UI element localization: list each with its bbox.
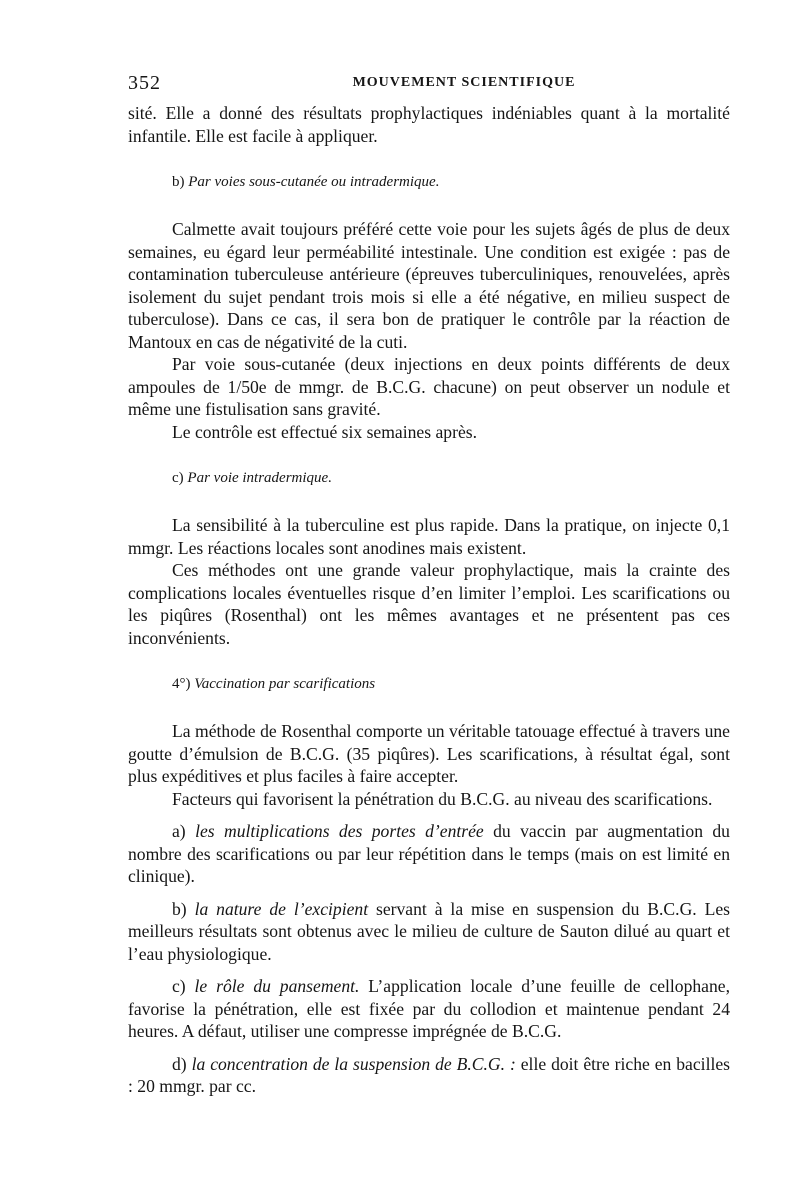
subheading-4-marker: 4°): [172, 676, 195, 692]
page-number: 352: [128, 72, 161, 94]
list-item-b-text: servant à la mise en suspension du B.C.G. Les meilleurs résultats sont obtenus avec le milieu de culture de Sauton dilué au quart et l’eau physiologique.: [128, 898, 730, 964]
paragraph-sensibilite: La sensibilité à la tuberculine est plus rapide. Dans la pratique, on injecte 0,1 mmgr. Les réactions locales sont anodines mais existent.: [128, 515, 730, 558]
paragraph-continuation: sité. Elle a donné des résultats prophylactiques indéniables quant à la mortalité infantile. Elle est facile à appliquer.: [128, 103, 730, 146]
subheading-b-marker: b): [172, 174, 189, 190]
paragraph-calmette: Calmette avait toujours préféré cette voie pour les sujets âgés de plus de deux semaines, eu égard leur perméabilité intestinale. Une condition est exigée : pas de contamination tuberculeuse antérieure (épreuves tuberculiniques, renouvelées, après isolement du sujet pendant trois mois si elle a été négative, en milieu suspect de tuberculose). Dans ce cas, il sera bon de pratiquer le contrôle par la réaction de Mantoux en cas de négativité de la cuti.: [128, 219, 730, 352]
list-item-c: [128, 975, 730, 1043]
list-item-a-text: du vaccin par augmentation du nombre des scarifications ou par leur répétition dans le temps (mais on est limité en clinique).: [128, 821, 730, 886]
list-item-d: [128, 1053, 730, 1098]
paragraph-rosenthal: La méthode de Rosenthal comporte un véritable tatouage effectué à travers une goutte d’émulsion de B.C.G. (35 piqûres). Les scarifications, à résultat égal, sont plus expéditives et plus faciles à faire accepter.: [128, 721, 730, 786]
subheading-b: [128, 171, 730, 193]
list-item-b: [128, 898, 730, 966]
subheading-4-title: Vaccination par scarifications: [194, 676, 376, 692]
paragraph-controle: Le contrôle est effectué six semaines après.: [172, 421, 477, 442]
paragraph-facteurs: Facteurs qui favorisent la pénétration du B.C.G. au niveau des scarifications.: [172, 788, 713, 809]
list-item-a-title: les multiplications des portes d’entrée: [195, 821, 484, 841]
list-item-c-text: L’application locale d’une feuille de cellophane, favorise la pénétration, elle est fixée par du collodion et maintenue pendant 24 heures. A défaut, utiliser une compresse imprégnée de B.C.G.: [128, 976, 730, 1041]
subheading-c-marker: c): [172, 470, 188, 486]
subheading-b-title: Par voies sous-cutanée ou intradermique.: [188, 174, 440, 190]
list-item-a: [128, 820, 730, 888]
list-item-a-marker: a): [172, 821, 196, 841]
list-item-c-marker: c): [172, 976, 195, 996]
list-item-b-title: la nature de l’excipient: [194, 898, 369, 919]
subheading-4: [128, 673, 730, 695]
list-item-d-title: la concentration de la suspension de B.C.G. :: [191, 1053, 516, 1074]
list-item-b-marker: b): [172, 898, 195, 919]
subheading-c: [128, 467, 730, 489]
paragraph-sous-cutanee: Par voie sous-cutanée (deux injections en deux points différents de deux ampoules de 1/50e de mmgr. de B.C.G. chacune) on peut observer un nodule et même une fistulisation sans gravité.: [128, 354, 730, 419]
page-header: [128, 72, 730, 96]
list-item-c-title: le rôle du pansement.: [194, 976, 360, 996]
subheading-c-title: Par voie intradermique.: [187, 470, 332, 486]
list-item-d-text: elle doit être riche en bacilles : 20 mmgr. par cc.: [128, 1053, 730, 1096]
list-item-d-marker: d): [172, 1053, 192, 1074]
running-head: MOUVEMENT SCIENTIFIQUE: [352, 75, 576, 90]
paragraph-methodes: Ces méthodes ont une grande valeur prophylactique, mais la crainte des complications locales éventuelles risque d’en limiter l’emploi. Les scarifications ou les piqûres (Rosenthal) ont les mêmes avantages et ne présentent pas ces inconvénients.: [128, 560, 730, 648]
